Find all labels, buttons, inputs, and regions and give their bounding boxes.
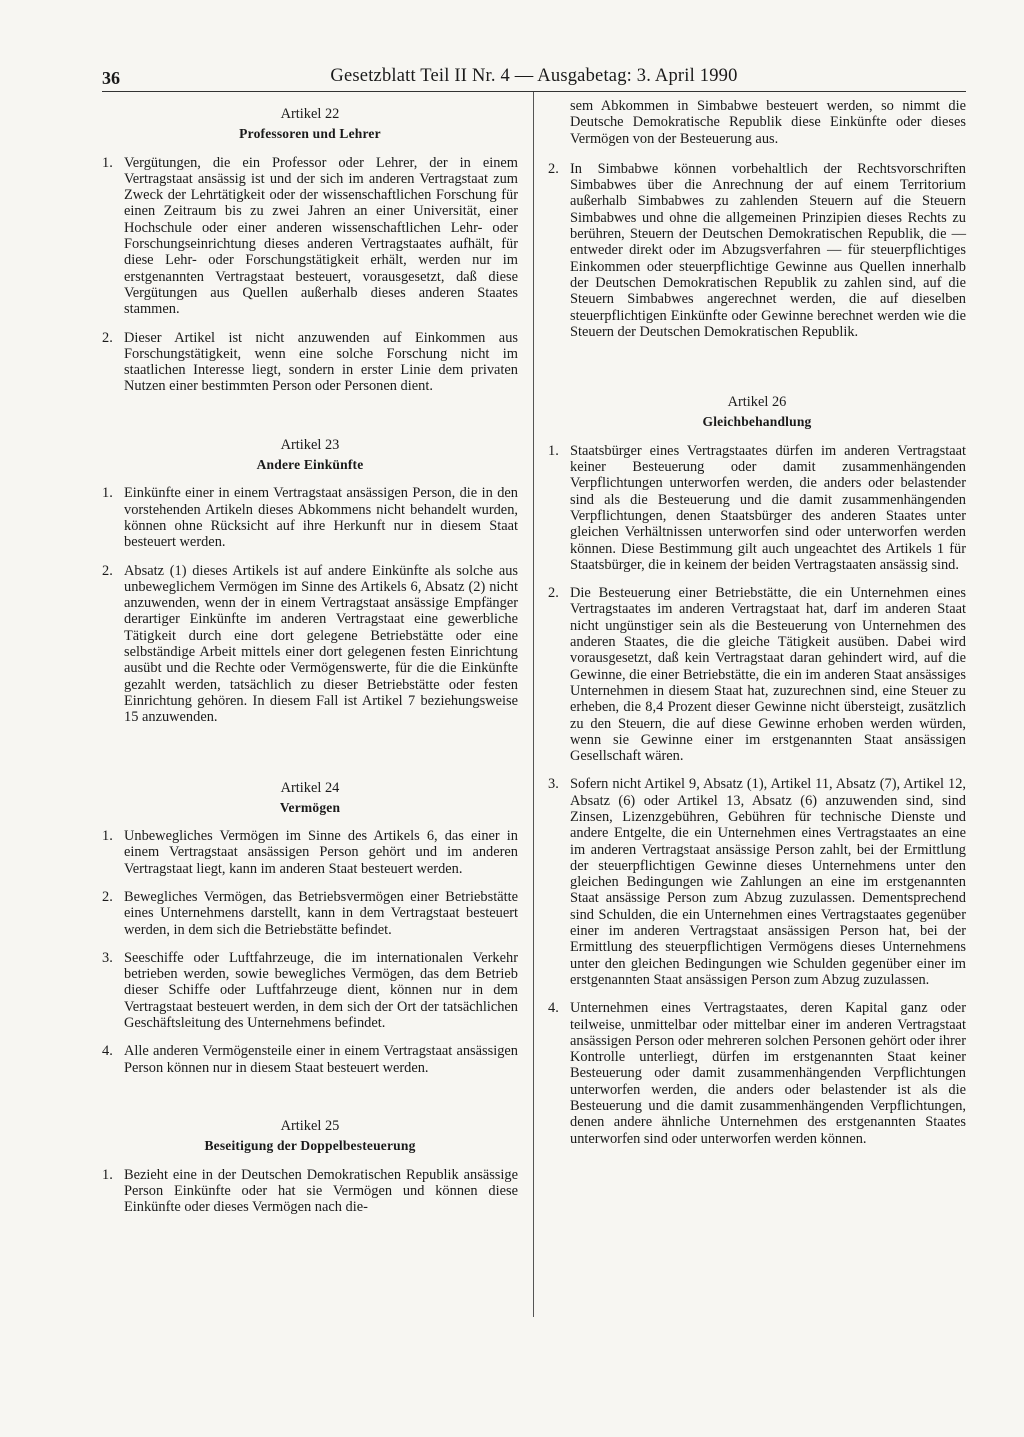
paragraph-number: 3. xyxy=(548,776,559,793)
paragraph xyxy=(102,1167,518,1216)
paragraph xyxy=(102,330,518,395)
column-divider xyxy=(533,92,534,1317)
header-rule xyxy=(102,91,966,92)
paragraph xyxy=(548,585,966,764)
article-title: Artikel 25 xyxy=(280,1117,340,1134)
paragraph xyxy=(102,155,518,318)
paragraph-text: Dieser Artikel ist nicht anzuwenden auf Einkommen aus Forschungstätigkeit, wenn eine solche Forschung nicht im staatlichen Interesse liegt, sondern in erster Linie dem privaten Nutzen einer bestimmten Person oder Personen dient. xyxy=(124,329,518,395)
article-heading: Andere Einkünfte xyxy=(256,457,364,473)
paragraph-text: Unbewegliches Vermögen im Sinne des Artikels 6, das einer in einem Vertragstaat ansässigen Person gehört und im anderen Vertragstaat liegt, kann im anderen Staat besteuert werden. xyxy=(124,828,518,877)
paragraph xyxy=(548,443,966,573)
paragraph-number: 3. xyxy=(102,949,113,966)
paragraph-number: 1. xyxy=(102,828,113,845)
paragraph xyxy=(102,563,518,726)
article-heading: Gleichbehandlung xyxy=(702,414,812,430)
paragraph-text: Absatz (1) dieses Artikels ist auf andere Einkünfte als solche aus unbeweglichem Vermögen im Sinne des Artikels 6, Absatz (2) nicht anzuwenden, wenn der in einem Vertragstaat ansässige Empfänger derartiger Einkünfte im anderen Vertragstaat eine gewerbliche Tätigkeit durch eine dort gelegene Betriebstätte oder eine selbständige Arbeit mittels einer dort gelegenen festen Einrichtung ausübt und die Rechte oder Vermögenswerte, für die die Einkünfte gezahlt werden, tatsächlich zu dieser Betriebstätte oder festen Einrichtung gehören. In diesem Fall ist Artikel 7 beziehungsweise 15 anzuwenden. xyxy=(124,562,518,726)
paragraph-number: 1. xyxy=(102,1166,113,1183)
article-title: Artikel 23 xyxy=(280,436,340,453)
paragraph-number: 2. xyxy=(548,160,559,177)
paragraph-number: 2. xyxy=(102,562,113,579)
article-title: Artikel 22 xyxy=(280,106,340,122)
paragraph-text: Die Besteuerung einer Betriebstätte, die ein Unternehmen eines Vertragstaates im anderen Vertragstaat hat, darf im anderen Staat nicht ungünstiger sein als die Besteuerung von Unternehmen des anderen Staates, die die gleiche Tätigkeit ausüben. Dabei wird vorausgesetzt, daß kein Vertragstaat daran gehindert wird, auf die Gewinne, die einer Betriebstätte, die ein im anderen Staat ansässiges Unternehmen in diesem Staat hat, zuzurechnen sind, eine Steuer zu erheben, die 8,4 Prozent dieser Gewinne nicht übersteigt, zusätzlich zu den Steuern, die auf diese Gewinne erhoben werden würden, wenn sie Gewinne einer im erstgenannten Staat ansässigen Gesellschaft wären. xyxy=(570,585,966,765)
paragraph-text: Seeschiffe oder Luftfahrzeuge, die im internationalen Verkehr betrieben werden, sowie bewegliches Vermögen, das dem Betrieb dieser Schiffe oder Luftfahrzeuge dient, können nur in dem Vertragstaat besteuert werden, in dem sich der Ort der tatsächlichen Geschäftsleitung des Unternehmens befindet. xyxy=(124,949,518,1032)
paragraph-continuation: sem Abkommen in Simbabwe besteuert werden, so nimmt die Deutsche Demokratische Republik diese Einkünfte oder dieses Vermögen von der Besteuerung aus. xyxy=(570,98,966,147)
right-column xyxy=(548,98,966,1159)
paragraph xyxy=(102,1043,518,1076)
page-header xyxy=(102,62,966,92)
paragraph-text: Unternehmen eines Vertragstaates, deren Kapital ganz oder teilweise, unmittelbar oder mittelbar einer im anderen Vertragstaat ansässigen Person oder mehreren solchen Personen gehört oder ihrer Kontrolle unterliegt, dürfen im erstgenannten Staat keiner Besteuerung oder damit zusammenhängenden Verpflichtungen unterworfen werden, die anders oder belastender ist als die Besteuerung und die damit zusammenhängenden Verpflichtungen, denen andere ähnliche Unternehmen des erstgenannten Staates unterworfen sind oder unterworfen werden können. xyxy=(570,1000,966,1147)
paragraph-number: 1. xyxy=(548,442,559,459)
paragraph-text: Bezieht eine in der Deutschen Demokratischen Republik ansässige Person Einkünfte oder hat sie Vermögen und können diese Einkünfte oder dieses Vermögen nach die- xyxy=(124,1166,518,1216)
paragraph xyxy=(102,828,518,877)
paragraph-number: 2. xyxy=(102,329,113,346)
paragraph-text: Vergütungen, die ein Professor oder Lehrer, der in einem Vertragstaat ansässig ist und der sich im anderen Vertragstaat zum Zweck der Lehrtätigkeit oder der wissenschaftlichen Forschung für einen Zeitraum bis zu zwei Jahren an einer Universität, einer Hochschule oder einer anderen wissenschaftlichen Lehr- oder Forschungseinrichtung dieses anderen Vertragstaates aufhält, für diese Lehr- oder Forschungstätigkeit erhält, werden nur im erstgenannten Vertragstaat besteuert, vorausgesetzt, daß diese Vergütungen aus Quellen außerhalb dieses anderen Staates stammen. xyxy=(124,154,518,318)
paragraph-number: 2. xyxy=(102,888,113,905)
article-title: Artikel 24 xyxy=(280,779,340,796)
paragraph xyxy=(102,485,518,550)
paragraph-number: 4. xyxy=(548,1000,559,1017)
paragraph xyxy=(102,889,518,938)
paragraph-text: Staatsbürger eines Vertragstaates dürfen im anderen Vertragstaat keiner Besteuerung oder damit zusammenhängenden Verpflichtungen unterworfen werden, die anders oder belastender sind als die Besteuerung und die damit zusammenhängenden Verpflichtungen, denen Staatsbürger des anderen Staates unter gleichen Verhältnissen unterworfen sind oder unterworfen werden können. Diese Bestimmung gilt auch ungeachtet des Artikels 1 für Staatsbürger, die in keinem der beiden Vertragstaaten ansässig sind. xyxy=(570,442,966,573)
article-heading: Beseitigung der Doppelbesteuerung xyxy=(204,1138,416,1154)
paragraph xyxy=(102,950,518,1031)
paragraph-number: 1. xyxy=(102,485,113,502)
left-column xyxy=(102,98,518,1227)
article-heading: Professoren und Lehrer xyxy=(239,126,381,142)
paragraph-number: 1. xyxy=(102,154,113,171)
paragraph-text: Alle anderen Vermögensteile einer in einem Vertragstaat ansässigen Person können nur in diesem Staat besteuert werden. xyxy=(124,1043,518,1076)
paragraph-number: 4. xyxy=(102,1043,113,1060)
article-heading: Vermögen xyxy=(279,799,341,815)
page-number: 36 xyxy=(102,68,120,88)
paragraph-text: Bewegliches Vermögen, das Betriebsvermögen einer Betriebstätte eines Unternehmens darstellt, kann in dem Vertragstaat besteuert werden, in dem sich die Betriebstätte befindet. xyxy=(124,888,518,938)
paragraph-text: In Simbabwe können vorbehaltlich der Rechtsvorschriften Simbabwes über die Anrechnung der auf einem Territorium außerhalb Simbabwes zu zahlenden Steuern auf die Steuern Simbabwes und ohne die allgemeinen Prinzipien dieses Rechts zu berühren, Steuern der Deutschen Demokratischen Republik, die — entweder direkt oder im Abzugsverfahren — für steuerpflichtiges Einkommen oder steuerpflichtige Gewinne aus Quellen innerhalb der Deutschen Demokratischen Republik zu zahlen sind, auf die Steuern Simbabwes angerechnet werden, die auf dieselben steuerpflichtigen Einkünfte oder Gewinne berechnet werden wie die Steuern der Deutschen Demokratischen Republik. xyxy=(570,160,966,340)
paragraph xyxy=(548,1000,966,1147)
paragraph-text: Sofern nicht Artikel 9, Absatz (1), Artikel 11, Absatz (7), Artikel 12, Absatz (6) oder Artikel 13, Absatz (6) anzuwenden sind, sind Zinsen, Lizenzgebühren, Gebühren für technische Dienste und andere Entgelte, die ein Unternehmen eines Vertragstaates an eine im anderen Vertragstaat ansässige Person zahlt, bei der Ermittlung der steuerpflichtigen Gewinne dieses Unternehmens unter den gleichen Bedingungen wie Zahlungen an eine im erstgenannten Staat ansässige Person zum Abzug zuzulassen. Dementsprechend sind Schulden, die ein Unternehmen eines Vertragstaates gegenüber einer im anderen Vertragstaat ansässigen Person hat, bei der Ermittlung des steuerpflichtigen Vermögens dieses Unternehmens unter den gleichen Bedingungen wie Schulden gegenüber einer im erstgenannten Staat ansässigen Person zum Abzug zuzulassen. xyxy=(570,776,966,988)
paragraph-text: Einkünfte einer in einem Vertragstaat ansässigen Person, die in den vorstehenden Artikeln dieses Abkommens nicht behandelt wurden, können ohne Rücksicht auf ihre Herkunft nur in diesem Staat besteuert werden. xyxy=(124,485,518,551)
article-title: Artikel 26 xyxy=(727,394,787,411)
paragraph xyxy=(548,776,966,988)
paragraph xyxy=(548,161,966,340)
paragraph-number: 2. xyxy=(548,585,559,602)
header-title: Gesetzblatt Teil II Nr. 4 — Ausgabetag: 3. April 1990 xyxy=(330,66,738,86)
